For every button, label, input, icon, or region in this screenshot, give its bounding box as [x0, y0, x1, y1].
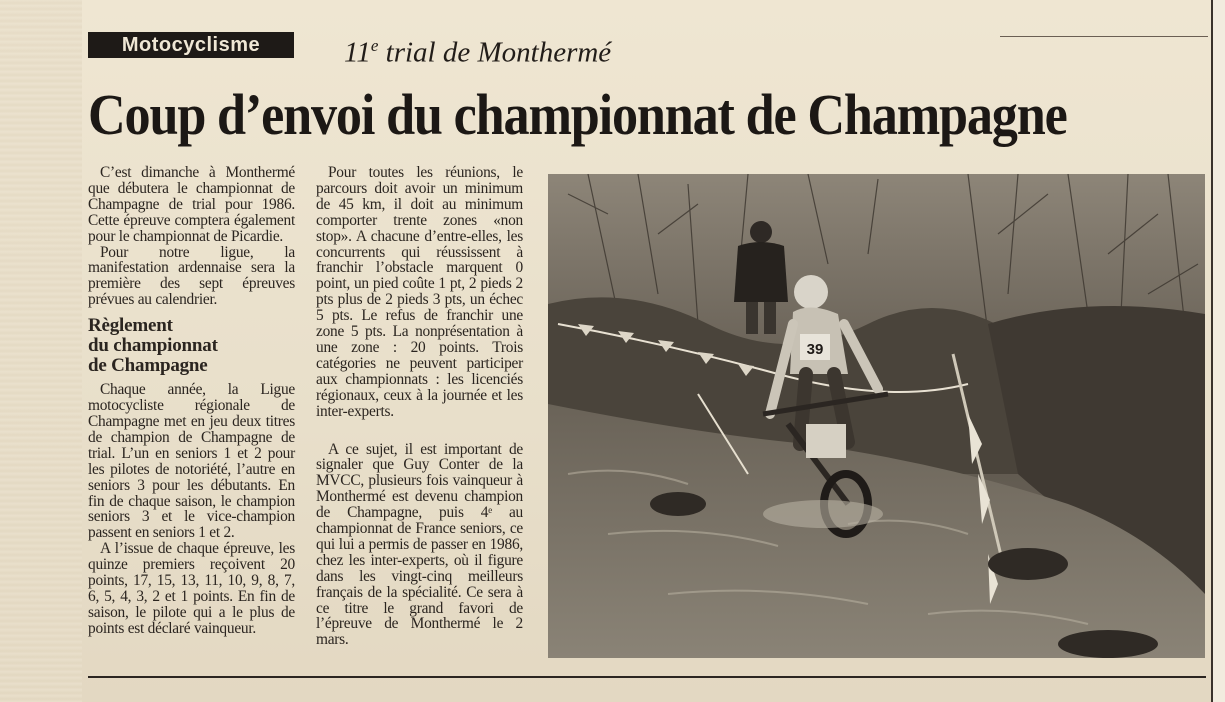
paragraph: Chaque année, la Ligue motocycliste régionale de Champagne met en jeu deux titres de champion de Champagne de trial. L’un en seniors 1 et 2 pour les pilotes de notoriété, l’autre en seniors 3 pour les débutants. En fin de chaque saison, le champion seniors 3 et le vice-champion passent en seniors 1 et 2. [88, 381, 295, 542]
section-subhead [88, 316, 295, 376]
text-column-2 [316, 165, 523, 648]
kicker-number: 11 [344, 36, 371, 69]
paper-edge-right [1211, 0, 1225, 702]
kicker-superscript: e [370, 36, 379, 55]
adjacent-article-rule [1000, 36, 1208, 37]
paragraph: Pour toutes les réunions, le parcours doit avoir un minimum de 45 km, il doit au minimum comporter trente zones «non stop». A chacune d’entre-elles, les concurrents qui réussissent à franchir l’obstacle marquent 0 point, un pied coûte 1 pt, 2 pieds 2 pts plus de 2 pieds 3 pts, un échec 5 pts. Le refus de franchir une zone 5 pts. La nonprésentation à une zone : 20 points. Trois catégories ne peuvent participer aux championnats : les licenciés régionaux, ceux à la journée et les inter-experts. [316, 164, 523, 420]
bottom-rule [88, 676, 1206, 678]
article-kicker [344, 30, 611, 69]
paragraph: Pour notre ligue, la manifestation ardennaise sera la première des sept épreuves prévues au calendrier. [88, 243, 295, 309]
paragraph: A ce sujet, il est important de signaler que Guy Conter de la MVCC, plusieurs fois vainqueur à Monthermé est devenu champion de Champagne, puis 4ᵉ au championnat de France seniors, ce qui lui a permis de passer en 1986, chez les inter-experts, où il figure dans les vingt-cinq meilleurs français de la spécialité. Ce sera à ce titre le grand favori de l’épreuve de Monthermé le 2 mars. [316, 440, 523, 649]
trial-rider-photo [548, 174, 1205, 658]
subhead-line: du championnat [88, 335, 218, 357]
article-headline: Coup d’envoi du championnat de Champagne [88, 82, 1067, 147]
paragraph: C’est dimanche à Monthermé que débutera le championnat de Champagne de trial pour 1986. Cette épreuve comptera également pour le championnat de Picardie. [88, 164, 295, 245]
subhead-line: de Champagne [88, 355, 208, 377]
rider-number-bib: 39 [806, 341, 824, 358]
text-column-1 [88, 165, 295, 637]
paragraph-gap [316, 420, 523, 442]
paper-edge-left [0, 0, 82, 702]
paragraph: A l’issue de chaque épreuve, les quinze premiers reçoivent 20 points, 17, 15, 13, 11, 10, 9, 8, 7, 6, 5, 4, 3, 2 et 1 points. En fin de saison, le pilote qui a le plus de points est déclaré vainqueur. [88, 540, 295, 637]
kicker-row [88, 30, 788, 69]
section-rubric: Motocyclisme [88, 32, 294, 58]
kicker-text: trial de Monthermé [385, 36, 612, 69]
photo-illustration [548, 174, 1205, 658]
subhead-line: Règlement [88, 315, 173, 337]
